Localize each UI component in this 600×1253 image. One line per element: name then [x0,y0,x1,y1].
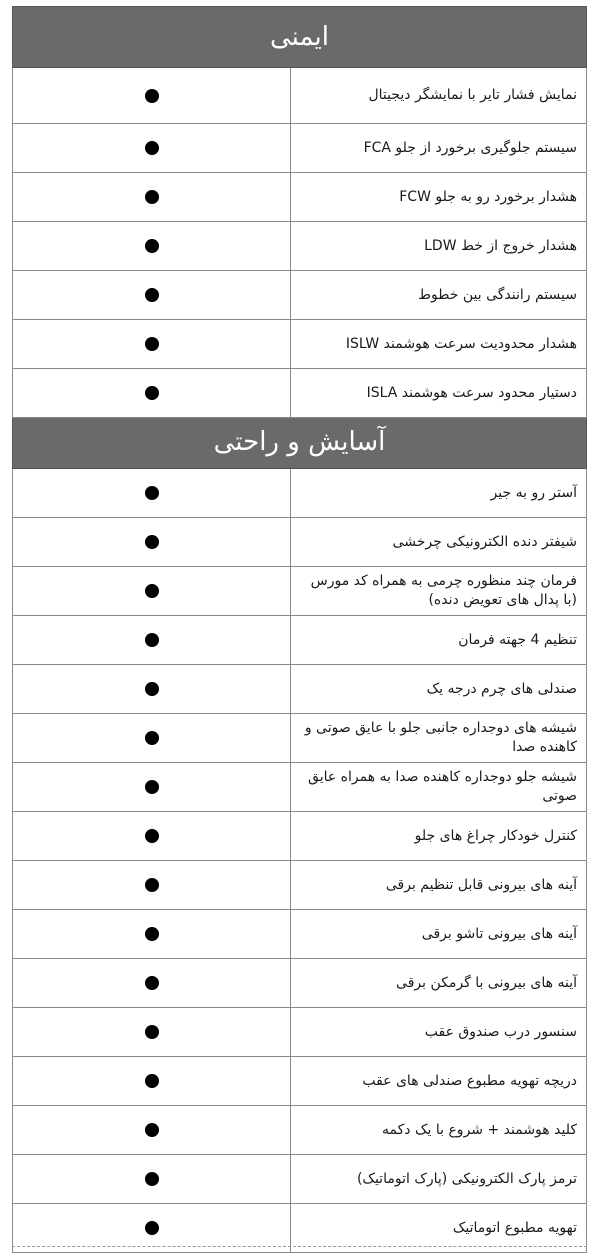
table-row [12,910,587,959]
table-row [12,222,587,271]
bullet-icon [145,1025,159,1039]
availability-cell [13,910,290,958]
spec-table [12,6,587,1253]
bullet-icon [145,239,159,253]
availability-cell [13,812,290,860]
bullet-icon [145,1221,159,1235]
availability-cell [13,518,290,566]
table-row [12,959,587,1008]
availability-cell [13,469,290,517]
feature-label: آستر رو به جیر [290,469,586,517]
table-row [12,616,587,665]
feature-label: شیشه جلو دوجداره کاهنده صدا به همراه عایق صوتی [290,763,586,811]
feature-label: هشدار خروج از خط LDW [290,222,586,270]
bullet-icon [145,337,159,351]
availability-cell [13,1057,290,1105]
bullet-icon [145,89,159,103]
table-row [12,1106,587,1155]
bullet-icon [145,780,159,794]
feature-label: ترمز پارک الکترونیکی (پارک اتوماتیک) [290,1155,586,1203]
bullet-icon [145,386,159,400]
feature-label: دریچه تهویه مطبوع صندلی های عقب [290,1057,586,1105]
availability-cell [13,1204,290,1252]
section-header-comfort: آسایش و راحتی [12,418,587,469]
table-row [12,812,587,861]
feature-label: آینه های بیرونی تاشو برقی [290,910,586,958]
feature-label: تنظیم 4 جهته فرمان [290,616,586,664]
feature-label: صندلی های چرم درجه یک [290,665,586,713]
bullet-icon [145,731,159,745]
bullet-icon [145,141,159,155]
availability-cell [13,665,290,713]
feature-label: آینه های بیرونی قابل تنظیم برقی [290,861,586,909]
bullet-icon [145,486,159,500]
availability-cell [13,320,290,368]
table-row [12,271,587,320]
bullet-icon [145,682,159,696]
table-row [12,1008,587,1057]
bullet-icon [145,1172,159,1186]
bullet-icon [145,878,159,892]
feature-label: شیشه های دوجداره جانبی جلو با عایق صوتی و کاهنده صدا [290,714,586,762]
feature-label: شیفتر دنده الکترونیکی چرخشی [290,518,586,566]
availability-cell [13,763,290,811]
feature-label: سیستم جلوگیری برخورد از جلو FCA [290,124,586,172]
feature-label: سنسور درب صندوق عقب [290,1008,586,1056]
table-row [12,469,587,518]
table-row [12,763,587,812]
feature-label: فرمان چند منظوره چرمی به همراه کد مورس (با پدال های تعویض دنده) [290,567,586,615]
availability-cell [13,68,290,123]
table-row [12,665,587,714]
table-row [12,124,587,173]
table-row [12,68,587,124]
availability-cell [13,616,290,664]
availability-cell [13,714,290,762]
bullet-icon [145,829,159,843]
table-row [12,1155,587,1204]
availability-cell [13,959,290,1007]
table-row [12,173,587,222]
table-row [12,1057,587,1106]
availability-cell [13,567,290,615]
bullet-icon [145,1123,159,1137]
bullet-icon [145,190,159,204]
bullet-icon [145,288,159,302]
feature-label: سیستم رانندگی بین خطوط [290,271,586,319]
availability-cell [13,1155,290,1203]
availability-cell [13,173,290,221]
availability-cell [13,222,290,270]
feature-label: نمایش فشار تایر با نمایشگر دیجیتال [290,68,586,123]
bottom-divider [12,1246,587,1250]
table-row [12,518,587,567]
section-header-safety: ایمنی [12,6,587,68]
table-row [12,567,587,616]
availability-cell [13,1008,290,1056]
feature-label: آینه های بیرونی با گرمکن برقی [290,959,586,1007]
table-row [12,369,587,418]
bullet-icon [145,633,159,647]
feature-label: کلید هوشمند + شروع با یک دکمه [290,1106,586,1154]
table-row [12,861,587,910]
bullet-icon [145,976,159,990]
bullet-icon [145,1074,159,1088]
feature-label: هشدار برخورد رو به جلو FCW [290,173,586,221]
availability-cell [13,124,290,172]
bullet-icon [145,535,159,549]
availability-cell [13,1106,290,1154]
feature-label: کنترل خودکار چراغ های جلو [290,812,586,860]
table-row [12,320,587,369]
feature-label: دستیار محدود سرعت هوشمند ISLA [290,369,586,417]
availability-cell [13,861,290,909]
bullet-icon [145,927,159,941]
availability-cell [13,271,290,319]
feature-label: تهویه مطبوع اتوماتیک [290,1204,586,1252]
feature-label: هشدار محدودیت سرعت هوشمند ISLW [290,320,586,368]
availability-cell [13,369,290,417]
table-row [12,714,587,763]
bullet-icon [145,584,159,598]
